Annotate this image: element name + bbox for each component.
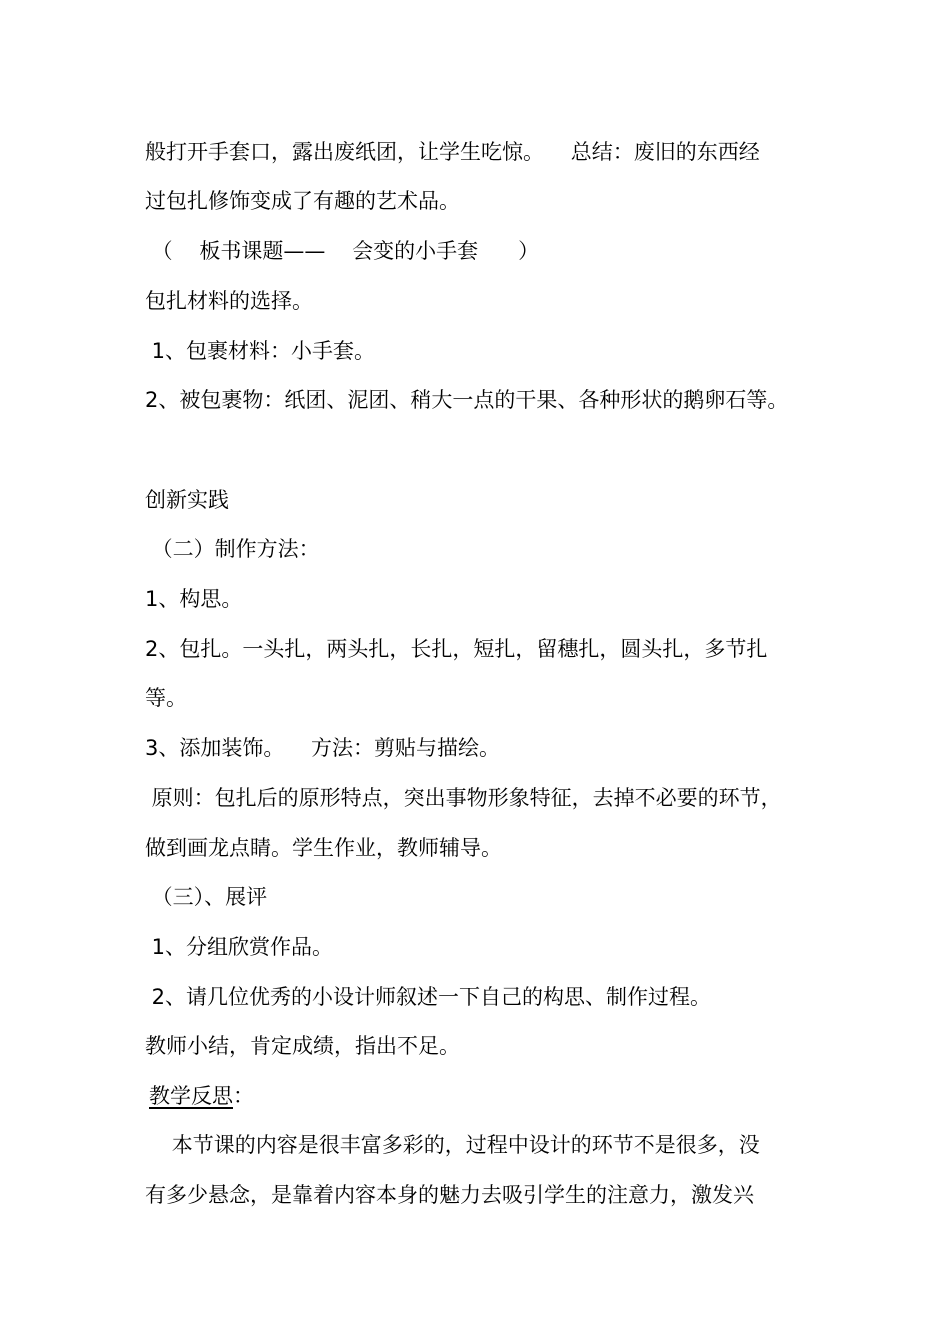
text-line-12: 3、添加装饰。 方法：剪贴与描绘。 <box>145 736 501 760</box>
text-line-1: 般打开手套口，露出废纸团，让学生吃惊。 总结：废旧的东西经 <box>145 140 760 164</box>
text-line-8: （二）制作方法： <box>145 537 320 561</box>
text-line-18: 教师小结，肯定成绩，指出不足。 <box>145 1034 460 1058</box>
text-line-11: 等。 <box>145 686 187 710</box>
text-line-2: 过包扎修饰变成了有趣的艺术品。 <box>145 189 460 213</box>
text-line-21: 有多少悬念，是靠着内容本身的魅力去吸引学生的注意力，激发兴 <box>145 1183 754 1207</box>
text-line-15: （三）、展评 <box>145 885 268 909</box>
text-line-5: 1、包裹材料：小手套。 <box>145 339 376 363</box>
text-line-14: 做到画龙点睛。学生作业，教师辅导。 <box>145 836 502 860</box>
text-line-3: （ 板书课题—— 会变的小手套 ） <box>145 239 540 263</box>
reflection-heading-colon: ： <box>233 1084 254 1108</box>
text-line-20: 本节课的内容是很丰富多彩的，过程中设计的环节不是很多，没 <box>145 1133 760 1157</box>
section-heading-innovation: 创新实践 <box>145 488 229 512</box>
text-line-13: 原则：包扎后的原形特点，突出事物形象特征，去掉不必要的环节， <box>145 786 782 810</box>
text-line-17: 2、请几位优秀的小设计师叙述一下自己的构思、制作过程。 <box>145 985 712 1009</box>
reflection-heading-text: 教学反思 <box>149 1084 233 1108</box>
text-line-16: 1、分组欣赏作品。 <box>145 935 334 959</box>
text-line-10: 2、包扎。一头扎，两头扎，长扎，短扎，留穗扎，圆头扎，多节扎 <box>145 637 768 661</box>
reflection-heading <box>149 1082 849 1110</box>
text-line-6: 2、被包裹物：纸团、泥团、稍大一点的干果、各种形状的鹅卵石等。 <box>145 388 789 412</box>
text-line-9: 1、构思。 <box>145 587 243 611</box>
text-line-4: 包扎材料的选择。 <box>145 289 313 313</box>
